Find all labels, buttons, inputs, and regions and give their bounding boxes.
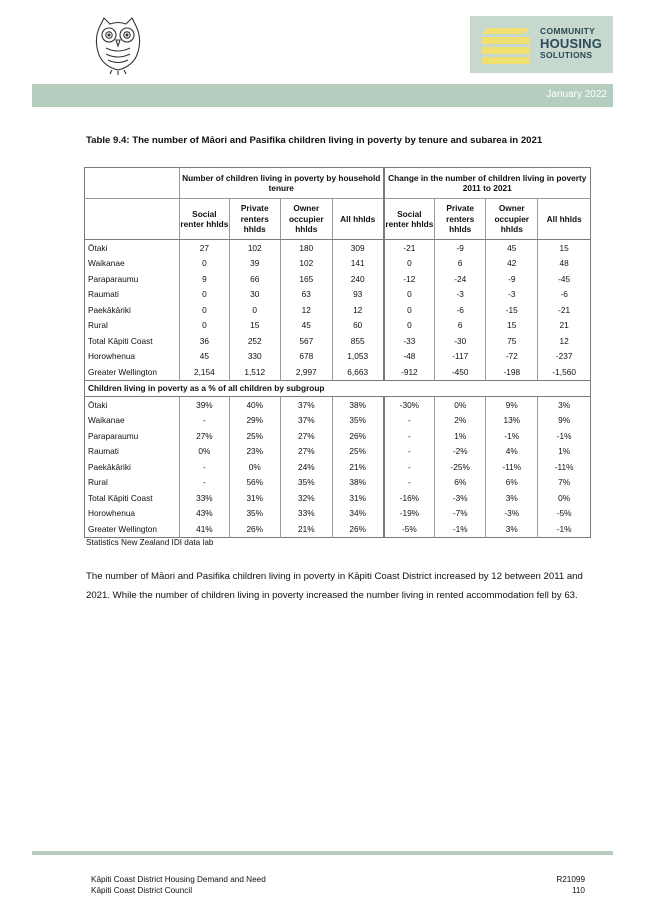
table-cell: -3% xyxy=(435,490,486,506)
table-cell: 56% xyxy=(229,475,280,491)
table-cell: 9 xyxy=(179,271,229,287)
table-cell: 2,154 xyxy=(179,364,229,380)
table-row xyxy=(85,256,591,272)
table-cell: - xyxy=(179,475,229,491)
table-cell: -6 xyxy=(538,287,591,303)
table-cell: 2% xyxy=(435,413,486,429)
row-label: Raumati xyxy=(88,446,119,457)
table-row xyxy=(85,240,591,256)
row-label: Total Kāpiti Coast xyxy=(88,492,153,503)
table-row xyxy=(85,459,591,475)
table-cell: 37% xyxy=(280,413,332,429)
table-cell: 9% xyxy=(486,397,538,413)
table-cell: 12 xyxy=(332,302,383,318)
table-row xyxy=(85,271,591,287)
table-cell: -33 xyxy=(384,333,435,349)
table-cell: -5% xyxy=(384,521,435,537)
table-cell: 6,663 xyxy=(332,364,383,380)
table-cell: -30% xyxy=(384,397,435,413)
table-cell: 0 xyxy=(179,318,229,334)
row-label: Ōtaki xyxy=(88,399,108,410)
table-cell: 855 xyxy=(332,333,383,349)
table-cell: 12 xyxy=(280,302,332,318)
table-cell: 15 xyxy=(486,318,538,334)
row-label: Horowhenua xyxy=(88,351,136,362)
logo-bars-icon xyxy=(480,28,535,64)
table-cell: 35% xyxy=(332,413,383,429)
table-cell: 0 xyxy=(229,302,280,318)
table-cell: 39 xyxy=(229,256,280,272)
table-cell: -198 xyxy=(486,364,538,380)
table-row xyxy=(85,475,591,491)
table-cell: 29% xyxy=(229,413,280,429)
table-cell: 0 xyxy=(179,256,229,272)
logo-line-2: HOUSING xyxy=(540,35,603,51)
table-cell: -3 xyxy=(435,287,486,303)
table-cell: 0% xyxy=(179,444,229,460)
table-cell: 48 xyxy=(538,256,591,272)
table-cell: -12 xyxy=(384,271,435,287)
group-header-change: Change in the number of children living in poverty 2011 to 2021 xyxy=(384,168,591,199)
row-label: Horowhenua xyxy=(88,508,136,519)
table-row xyxy=(85,302,591,318)
table-cell: -48 xyxy=(384,349,435,365)
table-cell: 35% xyxy=(280,475,332,491)
table-cell: 34% xyxy=(332,506,383,522)
table-cell: 27% xyxy=(179,428,229,444)
table-cell: 25% xyxy=(229,428,280,444)
table-cell: 25% xyxy=(332,444,383,460)
table-cell: -237 xyxy=(538,349,591,365)
table-cell: 1% xyxy=(538,444,591,460)
row-label: Total Kāpiti Coast xyxy=(88,335,153,346)
section-header-row xyxy=(85,380,591,397)
table-cell: 37% xyxy=(280,397,332,413)
table-cell: 32% xyxy=(280,490,332,506)
table-row xyxy=(85,413,591,429)
table-cell: -7% xyxy=(435,506,486,522)
body-paragraph: The number of Māori and Pasifika children living in poverty in Kāpiti Coast District increased by 12 between 2011 and 2021. While the number of children living in poverty increased the number living in rented accommodation fell by 63. xyxy=(86,571,583,601)
column-header: Private renters hhlds xyxy=(435,199,486,240)
table-cell: -450 xyxy=(435,364,486,380)
table-cell: -19% xyxy=(384,506,435,522)
row-label: Raumati xyxy=(88,289,119,300)
table-cell: 1,053 xyxy=(332,349,383,365)
footer-left xyxy=(91,874,266,896)
table-cell: 12 xyxy=(538,333,591,349)
column-header: Owner occupier hhlds xyxy=(280,199,332,240)
table-cell: 6 xyxy=(435,256,486,272)
table-cell: 21% xyxy=(280,521,332,537)
table-cell: 33% xyxy=(280,506,332,522)
column-header: Social renter hhlds xyxy=(384,199,435,240)
table-cell: -1,560 xyxy=(538,364,591,380)
table-source: Statistics New Zealand IDI data lab xyxy=(86,538,214,547)
row-label: Paekākāriki xyxy=(88,304,131,315)
row-label: Greater Wellington xyxy=(88,366,158,377)
table-cell: 165 xyxy=(280,271,332,287)
row-label: Greater Wellington xyxy=(88,523,158,534)
table-cell: 26% xyxy=(332,428,383,444)
footer-page-number: 110 xyxy=(571,886,585,895)
table-cell: 43% xyxy=(179,506,229,522)
table-cell: 7% xyxy=(538,475,591,491)
table-cell: -24 xyxy=(435,271,486,287)
table-cell: 6 xyxy=(435,318,486,334)
table-row xyxy=(85,490,591,506)
group-header-counts: Number of children living in poverty by household tenure xyxy=(179,168,383,199)
table-cell: 0% xyxy=(435,397,486,413)
table-cell: 31% xyxy=(229,490,280,506)
table-cell: 93 xyxy=(332,287,383,303)
table-cell: 0% xyxy=(538,490,591,506)
table-cell: 2,997 xyxy=(280,364,332,380)
table-cell: 26% xyxy=(332,521,383,537)
table-cell: - xyxy=(384,459,435,475)
table-row xyxy=(85,349,591,365)
table-cell: 75 xyxy=(486,333,538,349)
table-cell: 13% xyxy=(486,413,538,429)
footer-report-title: Kāpiti Coast District Housing Demand and Need xyxy=(91,875,266,884)
table-cell: -72 xyxy=(486,349,538,365)
table-cell: 4% xyxy=(486,444,538,460)
table-cell: 102 xyxy=(280,256,332,272)
table-cell: -1% xyxy=(538,428,591,444)
table-cell: 0 xyxy=(179,302,229,318)
table-cell: 252 xyxy=(229,333,280,349)
table-cell: - xyxy=(179,459,229,475)
poverty-table xyxy=(84,167,591,538)
table-cell: 180 xyxy=(280,240,332,256)
table-row xyxy=(85,287,591,303)
table-cell: -117 xyxy=(435,349,486,365)
table-title: Table 9.4: The number of Māori and Pasifika children living in poverty by tenure and subarea in 2021 xyxy=(86,135,543,146)
logo-text xyxy=(540,27,602,59)
footer-council: Kāpiti Coast District Council xyxy=(91,886,193,895)
table-cell: 3% xyxy=(486,521,538,537)
table-row xyxy=(85,444,591,460)
table-cell: -11% xyxy=(538,459,591,475)
table-cell: 45 xyxy=(486,240,538,256)
row-label: Ōtaki xyxy=(88,242,108,253)
table-cell: - xyxy=(384,428,435,444)
table-row xyxy=(85,333,591,349)
row-label: Waikanae xyxy=(88,258,125,269)
table-cell: 309 xyxy=(332,240,383,256)
row-label: Paraparaumu xyxy=(88,430,139,441)
table-cell: -21 xyxy=(384,240,435,256)
table-cell: 30 xyxy=(229,287,280,303)
table-cell: 1,512 xyxy=(229,364,280,380)
table-cell: -1% xyxy=(538,521,591,537)
table-cell: 240 xyxy=(332,271,383,287)
table-cell: 678 xyxy=(280,349,332,365)
table-cell: 38% xyxy=(332,475,383,491)
table-cell: 63 xyxy=(280,287,332,303)
table-cell: 1% xyxy=(435,428,486,444)
table-cell: 3% xyxy=(486,490,538,506)
table-cell: 23% xyxy=(229,444,280,460)
table-cell: -5% xyxy=(538,506,591,522)
row-label: Rural xyxy=(88,320,108,331)
row-label: Rural xyxy=(88,477,108,488)
table-cell: - xyxy=(384,444,435,460)
table-cell: - xyxy=(384,413,435,429)
table-row xyxy=(85,428,591,444)
corner-cell xyxy=(85,199,180,240)
table-cell: 36 xyxy=(179,333,229,349)
table-cell: 0 xyxy=(384,318,435,334)
table-cell: -2% xyxy=(435,444,486,460)
table-cell: -912 xyxy=(384,364,435,380)
owl-logo-icon xyxy=(92,16,144,76)
table-cell: 0 xyxy=(384,302,435,318)
table-cell: -11% xyxy=(486,459,538,475)
column-header: Social renter hhlds xyxy=(179,199,229,240)
table-cell: -16% xyxy=(384,490,435,506)
logo-line-1: COMMUNITY xyxy=(540,26,596,36)
table-cell: -1% xyxy=(435,521,486,537)
table-cell: 141 xyxy=(332,256,383,272)
table-cell: 42 xyxy=(486,256,538,272)
table-cell: 45 xyxy=(280,318,332,334)
table-cell: 27 xyxy=(179,240,229,256)
table-cell: -3% xyxy=(486,506,538,522)
table-cell: 15 xyxy=(229,318,280,334)
table-cell: 60 xyxy=(332,318,383,334)
table-cell: -9 xyxy=(435,240,486,256)
table-cell: 6% xyxy=(486,475,538,491)
table-cell: -15 xyxy=(486,302,538,318)
table-cell: 3% xyxy=(538,397,591,413)
table-cell: -1% xyxy=(486,428,538,444)
table-cell: -3 xyxy=(486,287,538,303)
table-cell: 21 xyxy=(538,318,591,334)
table-cell: - xyxy=(179,413,229,429)
table-cell: -45 xyxy=(538,271,591,287)
row-label: Waikanae xyxy=(88,415,125,426)
table-cell: -30 xyxy=(435,333,486,349)
table-cell: 66 xyxy=(229,271,280,287)
table-row xyxy=(85,397,591,413)
table-cell: 567 xyxy=(280,333,332,349)
table-cell: 9% xyxy=(538,413,591,429)
table-cell: 0 xyxy=(179,287,229,303)
column-header: Private renters hhlds xyxy=(229,199,280,240)
column-header: All hhlds xyxy=(538,199,591,240)
header-band xyxy=(32,84,613,107)
table-row xyxy=(85,364,591,380)
corner-cell xyxy=(85,168,180,199)
table-cell: 15 xyxy=(538,240,591,256)
table-cell: - xyxy=(384,475,435,491)
footer-report-code: R21099 xyxy=(556,875,585,884)
table-cell: 0 xyxy=(384,256,435,272)
table-cell: 27% xyxy=(280,428,332,444)
header-date: January 2022 xyxy=(546,89,607,100)
column-header: All hhlds xyxy=(332,199,383,240)
table-cell: 38% xyxy=(332,397,383,413)
table-cell: 6% xyxy=(435,475,486,491)
table-cell: -9 xyxy=(486,271,538,287)
table-cell: 35% xyxy=(229,506,280,522)
table-cell: 330 xyxy=(229,349,280,365)
footer-right xyxy=(556,874,585,896)
table-cell: 0% xyxy=(229,459,280,475)
table-cell: 0 xyxy=(384,287,435,303)
table-cell: 27% xyxy=(280,444,332,460)
table-cell: 40% xyxy=(229,397,280,413)
table-row xyxy=(85,318,591,334)
table-cell: 41% xyxy=(179,521,229,537)
table-cell: 31% xyxy=(332,490,383,506)
column-header: Owner occupier hhlds xyxy=(486,199,538,240)
table-cell: 45 xyxy=(179,349,229,365)
logo-line-3: SOLUTIONS xyxy=(540,49,593,60)
table-cell: 39% xyxy=(179,397,229,413)
row-label: Paekākāriki xyxy=(88,461,131,472)
row-label: Paraparaumu xyxy=(88,273,139,284)
table-cell: 33% xyxy=(179,490,229,506)
table-cell: -21 xyxy=(538,302,591,318)
table-cell: -6 xyxy=(435,302,486,318)
table-cell: -25% xyxy=(435,459,486,475)
section-title: Children living in poverty as a % of all children by subgroup xyxy=(85,380,591,397)
table-cell: 102 xyxy=(229,240,280,256)
footer-rule xyxy=(32,851,613,855)
table-cell: 21% xyxy=(332,459,383,475)
table-row xyxy=(85,521,591,537)
table-cell: 24% xyxy=(280,459,332,475)
community-housing-solutions-logo xyxy=(470,16,613,73)
table-cell: 26% xyxy=(229,521,280,537)
table-row xyxy=(85,506,591,522)
